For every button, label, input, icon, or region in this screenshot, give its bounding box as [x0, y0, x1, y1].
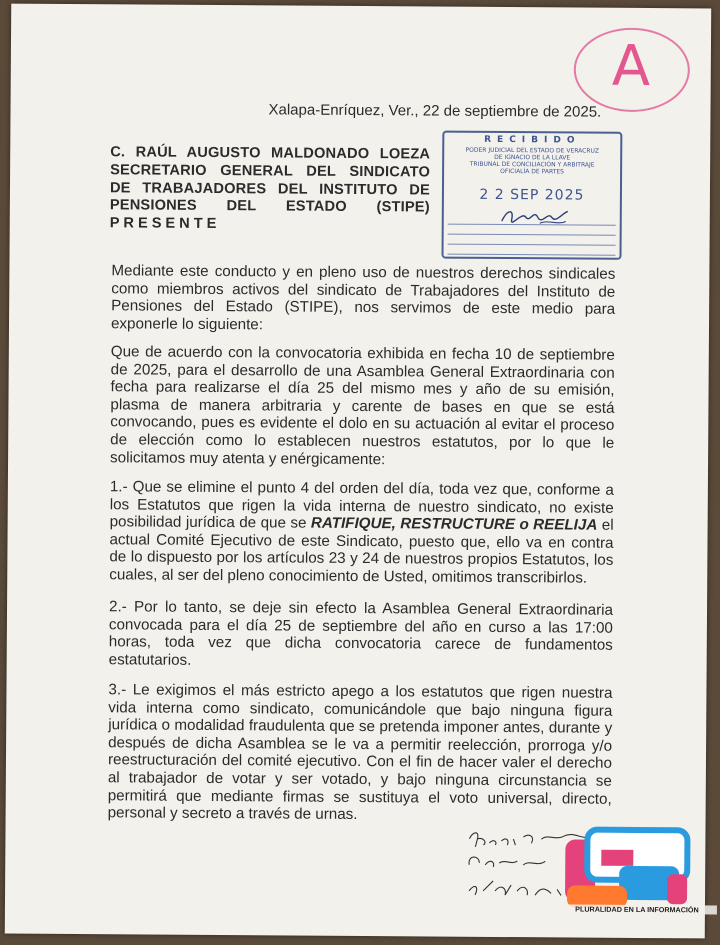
- context-paragraph: Que de acuerdo con la convocatoria exhibida en fecha 10 de septiembre de 2025, para el desarrollo de una Asamblea General Extraordinaria con fecha para realizarse el día 25 del mismo mes y año de su emisión, plasma de manera arbitraria y carente de bases en que se está convocando, pues es evidente el dolo en su actuación al evitar el proceso de elección como lo establecen nuestros estatutos, por lo que le solicitamos muy atenta y enérgicamente:: [110, 343, 615, 468]
- addressee-name: C. RAÚL AUGUSTO MALDONADO LOEZA: [110, 144, 431, 163]
- point-3-paragraph: 3.- Le exigimos el más estricto apego a los estatutos que rigen nuestra vida interna como sindicato, comunicándole que bajo ninguna figura jurídica o modalidad fraudulenta que se pretenda imponer antes, durante y después de dicha Asamblea se le va a permitir reelección, prorroga y/o reestructuración del comité ejecutivo. Con el fin de hacer valer el derecho al trabajador de votar y ser votado, y bajo ninguna circunstancia se permitirá que mediante firmas se sustituya el voto universal, directo, personal y secreto a través de urnas.: [107, 681, 613, 824]
- addressee-title-2: DE TRABAJADORES DEL INSTITUTO DE: [109, 179, 431, 199]
- logo-caption: PLURALIDAD EN LA INFORMACIÓN: [557, 904, 717, 914]
- point-1-emphasis: RATIFIQUE, RESTRUCTURE o REELIJA: [310, 514, 598, 534]
- stamp-field-row: [448, 245, 616, 256]
- stamp-signature-icon: [500, 205, 570, 227]
- point-1-text-b: el actual Comité Ejecutivo de este Sindicato, puesto que, ello va en contra de lo dispuesto por los artículos 23 y 24 de nuestros propios Estatutos, los cuales, al ser del pleno conocimiento de Usted, omitimos transcribirlos.: [109, 516, 614, 587]
- stamp-line-4: OFICIALÍA DE PARTES: [500, 167, 565, 176]
- intro-paragraph: Mediante este conducto y en pleno uso de nuestros derechos sindicales como miembros activos del sindicato de Trabajadores del Instituto de Pensiones del Estado (STIPE), nos servimos de este medio para exponerle lo siguiente:: [110, 262, 616, 334]
- addressee-block: [110, 144, 431, 235]
- point-1-paragraph: [109, 478, 614, 587]
- mark-letter: A: [611, 33, 651, 100]
- point-2-paragraph: 2.- Por lo tanto, se deje sin efecto la Asamblea General Extraordinaria convocada para el día 25 de septiembre del año en curso a las 17:00 horas, toda vez que dicha convocatoria carece de fundamentos estatutarios.: [108, 598, 614, 669]
- addressee-presente: PRESENTE: [109, 215, 221, 233]
- stamp-title: RECIBIDO: [484, 134, 581, 146]
- handwritten-a-mark: [574, 27, 691, 112]
- document-page: [5, 4, 711, 939]
- stamp-date: 2 2 SEP 2025: [479, 186, 585, 204]
- stamp-line-1: PODER JUDICIAL DEL ESTADO DE VERACRUZ: [465, 146, 599, 155]
- news-outlet-logo: [557, 825, 718, 934]
- stamp-line-3: TRIBUNAL DE CONCILIACIÓN Y ARBITRAJE: [469, 160, 595, 169]
- place-date: Xalapa-Enríquez, Ver., 22 de septiembre de 2025.: [268, 101, 602, 121]
- stamp-line-2: DE IGNACIO DE LA LLAVE: [494, 153, 571, 162]
- received-stamp: [441, 131, 622, 260]
- addressee-title-3: PENSIONES DEL ESTADO (STIPE): [109, 197, 430, 216]
- addressee-title-1: SECRETARIO GENERAL DEL SINDICATO: [110, 162, 431, 181]
- point-1-text-a: 1.- Que se elimine el punto 4 del orden del día, toda vez que, conforme a los Estatutos que rigen la vida interna de nuestro sindicato, no existe posibilidad jurídica de que se: [109, 478, 614, 532]
